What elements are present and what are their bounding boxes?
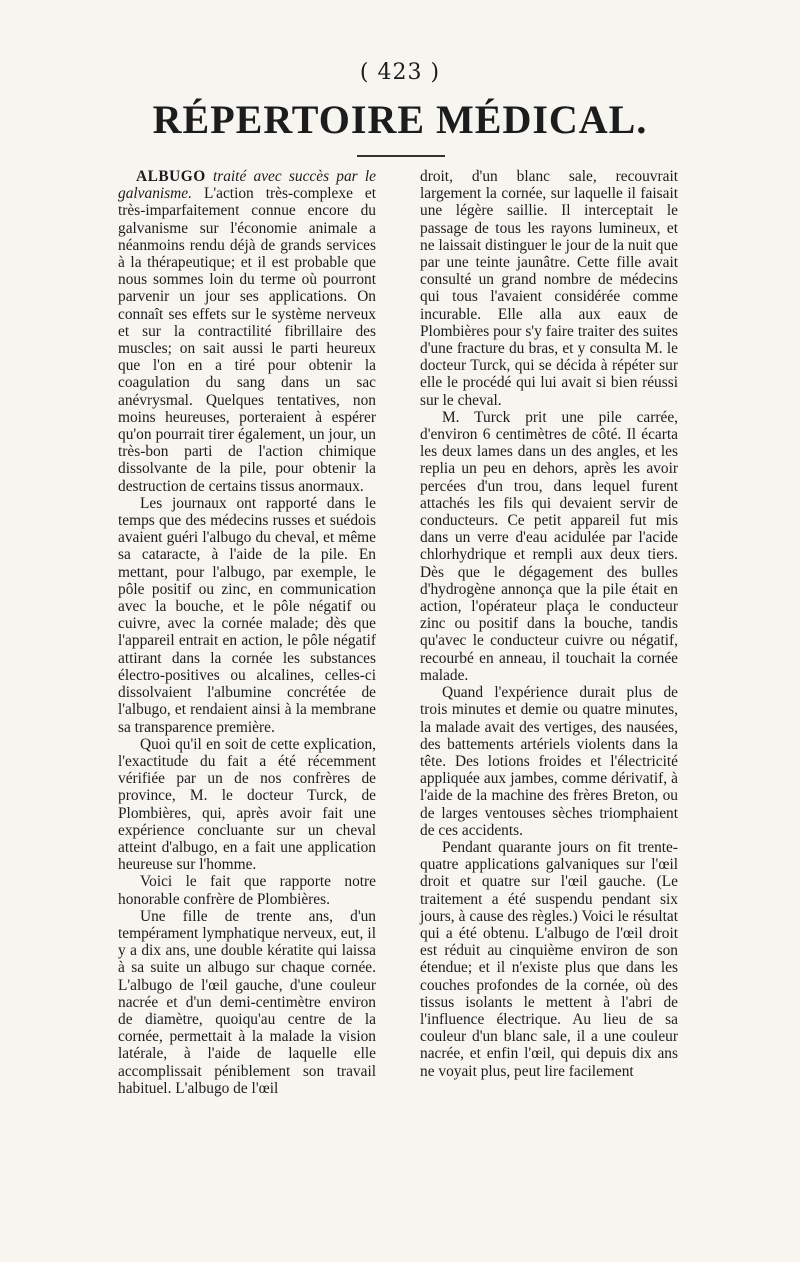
paragraph: Les journaux ont rapporté dans le temps que des médecins russes et suédois avaient guéri l'albugo du cheval, et même sa cataracte, à l'aide de la pile. En mettant, pour l'albugo, par exemple, le pôle positif ou zinc, en communication avec la bouche, et le pôle négatif ou cuivre, avec la cornée malade; dès que l'appareil entrait en action, le pôle négatif attirant dans la cornée les substances électro-positives ou alcalines, celles-ci dissolvaient l'albumine concrétée de l'albugo, et rendaient ainsi à la membrane sa transparence première. <box>118 494 376 736</box>
article-lead-paragraph <box>118 168 376 495</box>
title-rule <box>357 155 445 157</box>
paragraph: M. Turck prit une pile carrée, d'environ 6 centimètres de côté. Il écarta les deux lames dans un des angles, et les replia un peu en dehors, après les avoir percées d'un trou, dans lequel furent attachés les fils qui devaient servir de conducteurs. Ce petit appareil fut mis dans un verre d'eau acidulée par l'acide chlorhydrique et rempli aux deux tiers. Dès que le dégagement des bulles d'hydrogène annonça que la pile était en action, l'opérateur plaça le conducteur zinc ou positif dans la bouche, tandis qu'avec le conducteur cuivre ou négatif, recourbé en anneau, il touchait la cornée malade. <box>420 408 678 684</box>
page-title: RÉPERTOIRE MÉDICAL. <box>152 97 648 142</box>
article-heading-phrase: traité avec succès par le galvanisme. <box>118 168 377 203</box>
paragraph-text: L'action très-complexe et très-imparfaitement connue encore du galvanisme sur l'économie animale a néanmoins rendu déjà de grands services à la thérapeutique; et il est probable que nous sommes loin du terme où pourront parvenir un jour ses applications. On connaît ses effets sur le système nerveux et sur la contractilité fibrillaire des muscles; on sait aussi le parti heureux que l'on en a tiré pour obtenir la coagulation du sang dans un sac anévrysmal. Quelques tentatives, non moins heureuses, porteraient à espérer qu'on pourrait tirer également, un jour, un très-bon parti de l'action chimique dissolvante de la pile, pour obtenir la destruction de certains tissus anormaux. <box>118 185 376 495</box>
left-column <box>118 168 376 1097</box>
paragraph: Quand l'expérience durait plus de trois minutes et demie ou quatre minutes, la malade avait des vertiges, des nausées, des battements artériels violents dans la tête. Des lotions froides et l'électricité appliquée aux jambes, comme dérivatif, à l'aide de la machine des frères Breton, ou de larges ventouses sèches triomphaient de ces accidents. <box>420 684 678 839</box>
paragraph: Quoi qu'il en soit de cette explication, l'exactitude du fait a été récemment vérifiée par un de nos confrères de province, M. le docteur Turck, de Plombières, qui, après avoir fait une expérience concluante sur un cheval atteint d'albugo, en a fait une application heureuse sur l'homme. <box>118 735 376 874</box>
paragraph: Une fille de trente ans, d'un tempérament lymphatique nerveux, eut, il y a dix ans, une double kératite qui laissa à sa suite un albugo sur chaque cornée. L'albugo de l'œil gauche, d'une couleur nacrée et d'un demi-centimètre environ de diamètre, quoiqu'au centre de la cornée, permettait à la malade la vision latérale, à l'aide de laquelle elle accomplissait péniblement son travail habituel. L'albugo de l'œil <box>118 907 376 1097</box>
paragraph: droit, d'un blanc sale, recouvrait largement la cornée, sur laquelle il faisait une légère saillie. Il interceptait le passage de tous les rayons lumineux, et ne laissait distinguer le jour de la nuit que par une teinte jaunâtre. Cette fille avait consulté un grand nombre de médecins qui tous l'avaient considérée comme incurable. Elle alla aux eaux de Plombières pour s'y faire traiter des suites d'une fracture du bras, et y consulta M. le docteur Turck, qui se décida à répéter sur elle le procédé qui lui avait si bien réussi sur le cheval. <box>420 168 678 409</box>
paragraph: Pendant quarante jours on fit trente-quatre applications galvaniques sur l'œil droit et quatre sur l'œil gauche. (Le traitement a été suspendu pendant six jours, à cause des règles.) Voici le résultat qui a été obtenu. L'albugo de l'œil droit est réduit au cinquième environ de son étendue; et il n'existe plus que dans les couches profondes de la cornée, où des tissus isolants le mettent à l'abri de l'influence électrique. Au lieu de sa couleur d'un blanc sale, il a une couleur nacrée, et enfin l'œil, qui depuis dix ans ne voyait plus, peut lire facilement <box>420 838 678 1080</box>
article-keyword: ALBUGO <box>136 168 206 185</box>
right-column <box>420 168 678 1080</box>
paragraph: Voici le fait que rapporte notre honorable confrère de Plombières. <box>118 873 376 908</box>
page-number: ( 423 ) <box>359 60 441 85</box>
